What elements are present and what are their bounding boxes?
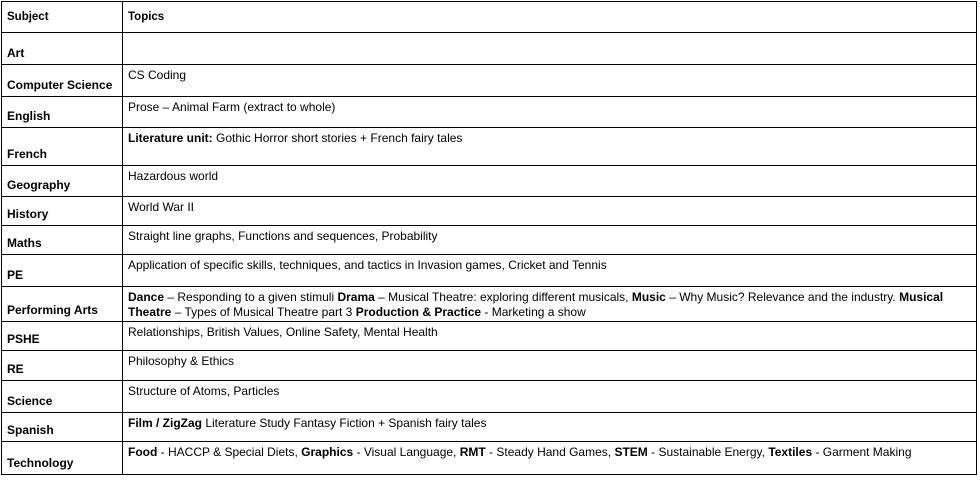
topics-cell	[123, 97, 977, 128]
subject-cell: PSHE	[2, 322, 123, 351]
topics-cell	[123, 351, 977, 381]
topic-text: CS Coding	[128, 68, 187, 82]
topic-text: - HACCP & Special Diets,	[157, 445, 302, 459]
topic-text: - Marketing a show	[481, 305, 586, 319]
topics-cell	[123, 128, 977, 166]
table-row	[2, 381, 977, 413]
topic-text: Gothic Horror short stories + French fairy tales	[212, 131, 463, 145]
table-row	[2, 128, 977, 166]
subject-cell: RE	[2, 351, 123, 381]
topic-text: Hazardous world	[128, 169, 219, 183]
table-row	[2, 97, 977, 128]
topics-cell	[123, 381, 977, 413]
topic-heading: Musical Theatre	[128, 290, 944, 319]
topic-text: World War II	[128, 200, 195, 214]
table-row	[2, 197, 977, 226]
topic-text: Literature Study Fantasy Fiction + Spanish fairy tales	[202, 416, 487, 430]
topics-cell	[123, 33, 977, 65]
header-row	[2, 2, 977, 33]
column-header-subject: Subject	[2, 2, 123, 33]
topic-text: Application of specific skills, techniques, and tactics in Invasion games, Cricket and Tennis	[128, 258, 607, 272]
topic-heading: Music	[631, 290, 666, 304]
topics-cell	[123, 197, 977, 226]
topic-heading: Food	[128, 445, 158, 459]
subject-cell: Performing Arts	[2, 287, 123, 322]
topics-cell	[123, 255, 977, 287]
topic-text: – Responding to a given stimuli	[164, 290, 338, 304]
subject-cell: French	[2, 128, 123, 166]
subject-cell: History	[2, 197, 123, 226]
table-row	[2, 413, 977, 442]
subject-cell: PE	[2, 255, 123, 287]
subject-cell: Art	[2, 33, 123, 65]
topic-text: Straight line graphs, Functions and sequences, Probability	[128, 229, 438, 243]
topics-cell	[123, 442, 977, 475]
topic-text: – Types of Musical Theatre part 3	[171, 305, 356, 319]
topic-text: - Visual Language,	[353, 445, 460, 459]
subject-cell: Maths	[2, 226, 123, 255]
topic-text: – Why Music? Relevance and the industry.	[665, 290, 900, 304]
topic-heading: Drama	[337, 290, 375, 304]
table-row	[2, 65, 977, 97]
topic-text: - Steady Hand Games,	[485, 445, 615, 459]
table-row	[2, 226, 977, 255]
table-row	[2, 322, 977, 351]
table-row	[2, 351, 977, 381]
subject-cell: Technology	[2, 442, 123, 475]
table-row	[2, 442, 977, 475]
topic-heading: Film / ZigZag	[128, 416, 202, 430]
subject-topics-table	[1, 1, 977, 475]
topics-cell	[123, 413, 977, 442]
topic-text: - Garment Making	[812, 445, 912, 459]
topics-cell	[123, 166, 977, 197]
topic-heading: Graphics	[301, 445, 354, 459]
table-row	[2, 287, 977, 322]
topics-cell	[123, 65, 977, 97]
subject-cell: Geography	[2, 166, 123, 197]
topic-heading: RMT	[459, 445, 486, 459]
topic-heading: STEM	[614, 445, 648, 459]
table-row	[2, 33, 977, 65]
topic-text: Relationships, British Values, Online Safety, Mental Health	[128, 325, 438, 339]
subject-cell: Spanish	[2, 413, 123, 442]
topics-cell	[123, 287, 977, 322]
topics-cell	[123, 322, 977, 351]
subject-cell: Computer Science	[2, 65, 123, 97]
topic-heading: Production & Practice	[355, 305, 482, 319]
subject-cell: Science	[2, 381, 123, 413]
topic-heading: Literature unit:	[128, 131, 213, 145]
topic-heading: Textiles	[768, 445, 813, 459]
topic-text: Structure of Atoms, Particles	[128, 384, 280, 398]
topics-cell	[123, 226, 977, 255]
topic-heading: Dance	[128, 290, 165, 304]
topic-text: - Sustainable Energy,	[647, 445, 769, 459]
table-row	[2, 255, 977, 287]
topic-text: Philosophy & Ethics	[128, 354, 235, 368]
topic-text: – Musical Theatre: exploring different musicals,	[374, 290, 632, 304]
table-row	[2, 166, 977, 197]
column-header-topics: Topics	[123, 2, 977, 33]
topic-text: Prose – Animal Farm (extract to whole)	[128, 100, 336, 114]
subject-cell: English	[2, 97, 123, 128]
